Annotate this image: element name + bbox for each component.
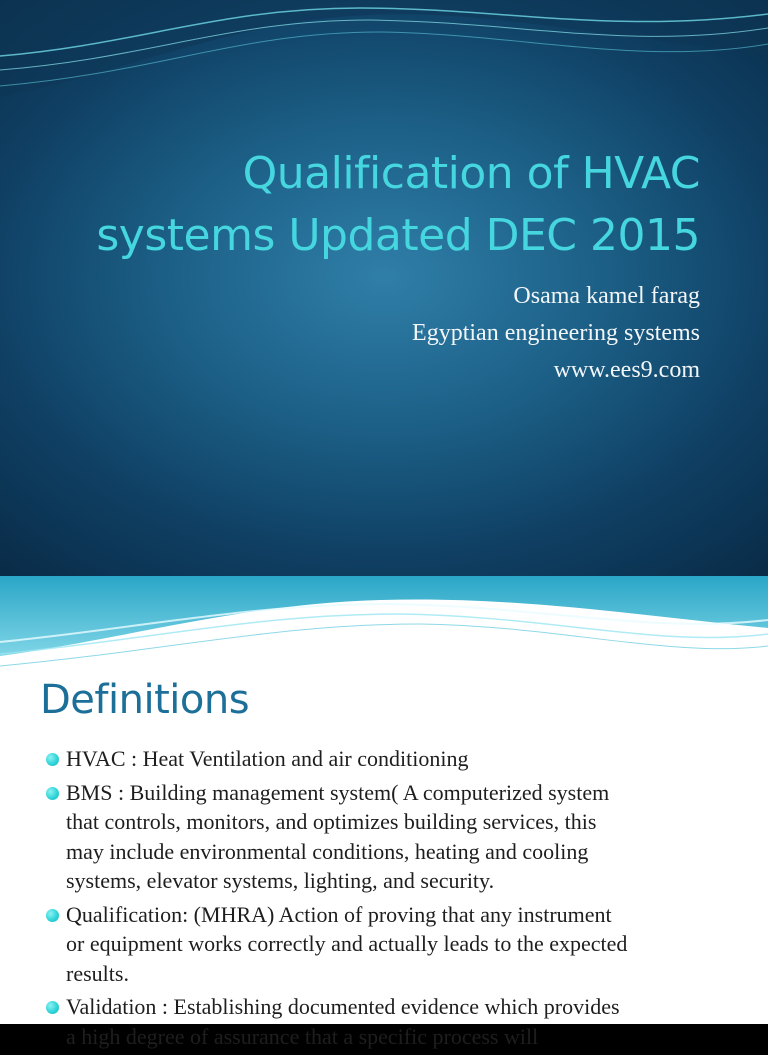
- slide-title-line-2: systems Updated DEC 2015: [96, 210, 700, 261]
- decorative-wave: [0, 0, 768, 140]
- slide-title: [30, 143, 700, 267]
- slide-subtitle: [412, 278, 700, 389]
- website-url: www.ees9.com: [553, 357, 700, 383]
- definitions-slide: [0, 576, 768, 1049]
- organization-name: Egyptian engineering systems: [412, 320, 700, 346]
- bullet-dot-icon: [46, 787, 59, 800]
- bullet-dot-icon: [46, 1001, 59, 1014]
- author-name: Osama kamel farag: [513, 283, 700, 309]
- definition-bms: BMS : Building management system( A computerized system that controls, monitors, and optimizes building services, this may include environmental conditions, heating and cooling systems, elevator systems, lighting, and security.: [46, 778, 746, 896]
- definition-validation: Validation : Establishing documented evidence which provides a high degree of assurance that a specific process will: [46, 992, 746, 1051]
- definition-hvac: HVAC : Heat Ventilation and air conditioning: [46, 744, 746, 774]
- definitions-list: [46, 744, 746, 1055]
- slide-title-line-1: Qualification of HVAC: [242, 148, 700, 199]
- bullet-dot-icon: [46, 753, 59, 766]
- decorative-wave: [0, 576, 768, 671]
- bullet-dot-icon: [46, 909, 59, 922]
- slide-heading: Definitions: [40, 677, 250, 723]
- definition-qualification: Qualification: (MHRA) Action of proving that any instrument or equipment works correctly and actually leads to the expected results.: [46, 900, 746, 989]
